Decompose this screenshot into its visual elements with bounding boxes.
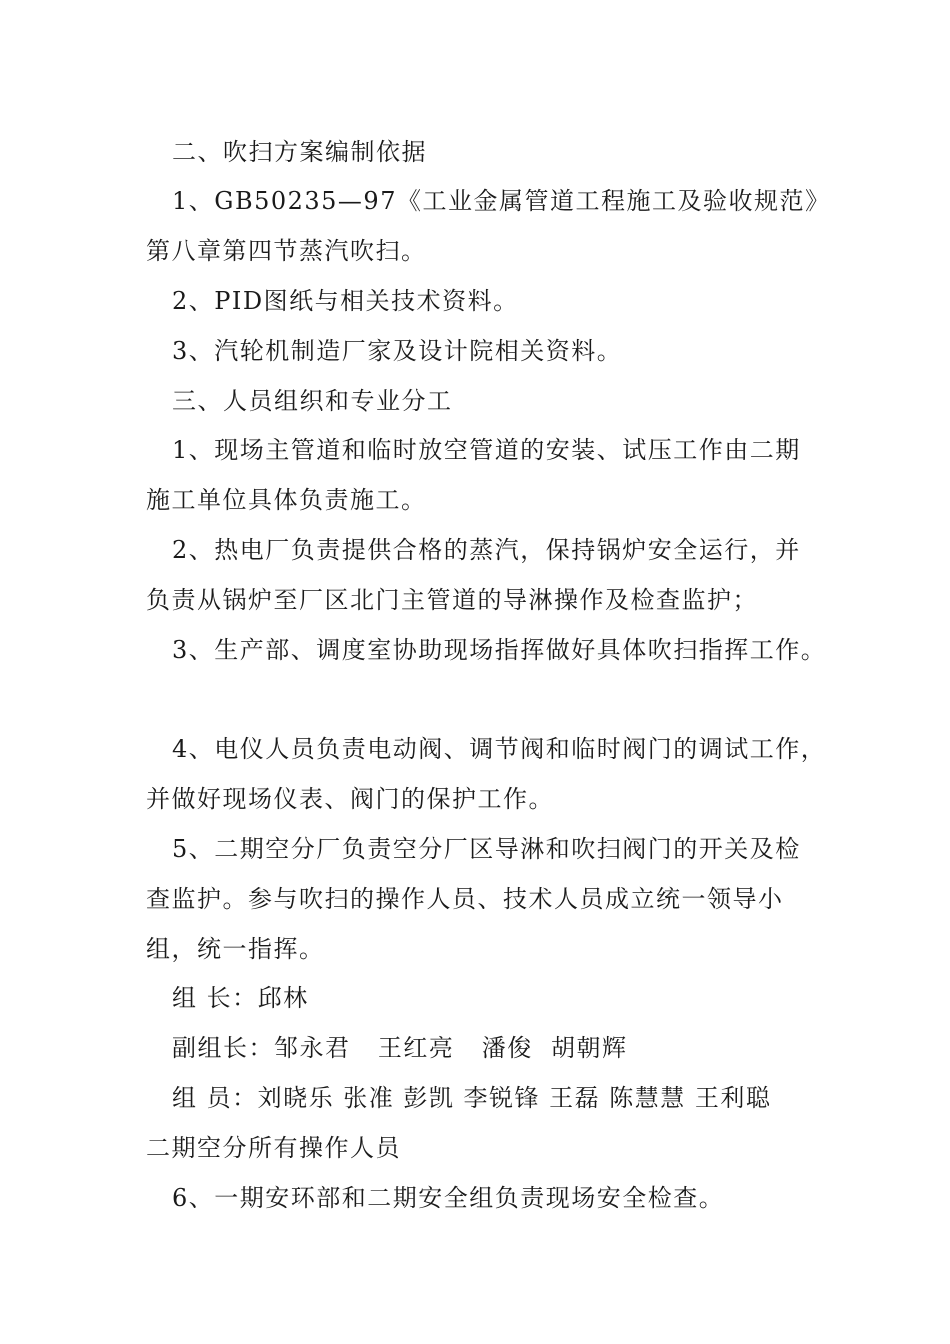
duty-item-2-line-2: 负责从锅炉至厂区北门主管道的导淋操作及检查监护； [146, 586, 758, 614]
duty-item-4-line-2: 并做好现场仪表、阀门的保护工作。 [146, 785, 554, 813]
team-members-line-1: 组 员：刘晓乐 张准 彭凯 李锐锋 王磊 陈慧慧 王利聪 [172, 1084, 772, 1112]
basis-item-3: 3、汽轮机制造厂家及设计院相关资料。 [172, 337, 623, 365]
duty-item-4-line-1: 4、电仪人员负责电动阀、调节阀和临时阀门的调试工作， [172, 735, 827, 763]
team-leader: 组 长：邱林 [172, 984, 309, 1012]
basis-item-1-line-1: 1、GB50235—97《工业金属管道工程施工及验收规范》 [172, 187, 831, 215]
duty-item-1-line-1: 1、现场主管道和临时放空管道的安装、试压工作由二期 [172, 436, 801, 464]
basis-item-2: 2、PID图纸与相关技术资料。 [172, 287, 519, 315]
duty-item-2-line-1: 2、热电厂负责提供合格的蒸汽，保持锅炉安全运行，并 [172, 536, 801, 564]
duty-item-3: 3、生产部、调度室协助现场指挥做好具体吹扫指挥工作。 [172, 636, 827, 664]
duty-item-6: 6、一期安环部和二期安全组负责现场安全检查。 [172, 1184, 725, 1212]
section-heading-2: 二、吹扫方案编制依据 [172, 138, 427, 166]
duty-item-5-line-1: 5、二期空分厂负责空分厂区导淋和吹扫阀门的开关及检 [172, 835, 801, 863]
duty-item-5-line-3: 组，统一指挥。 [146, 935, 325, 963]
duty-item-5-line-2: 查监护。参与吹扫的操作人员、技术人员成立统一领导小 [146, 885, 784, 913]
duty-item-1-line-2: 施工单位具体负责施工。 [146, 486, 427, 514]
team-deputy-leaders: 副组长：邹永君 王红亮 潘俊 胡朝辉 [172, 1034, 628, 1062]
team-members-line-2: 二期空分所有操作人员 [146, 1134, 401, 1162]
basis-item-1-line-2: 第八章第四节蒸汽吹扫。 [146, 237, 427, 265]
section-heading-3: 三、人员组织和专业分工 [172, 387, 453, 415]
